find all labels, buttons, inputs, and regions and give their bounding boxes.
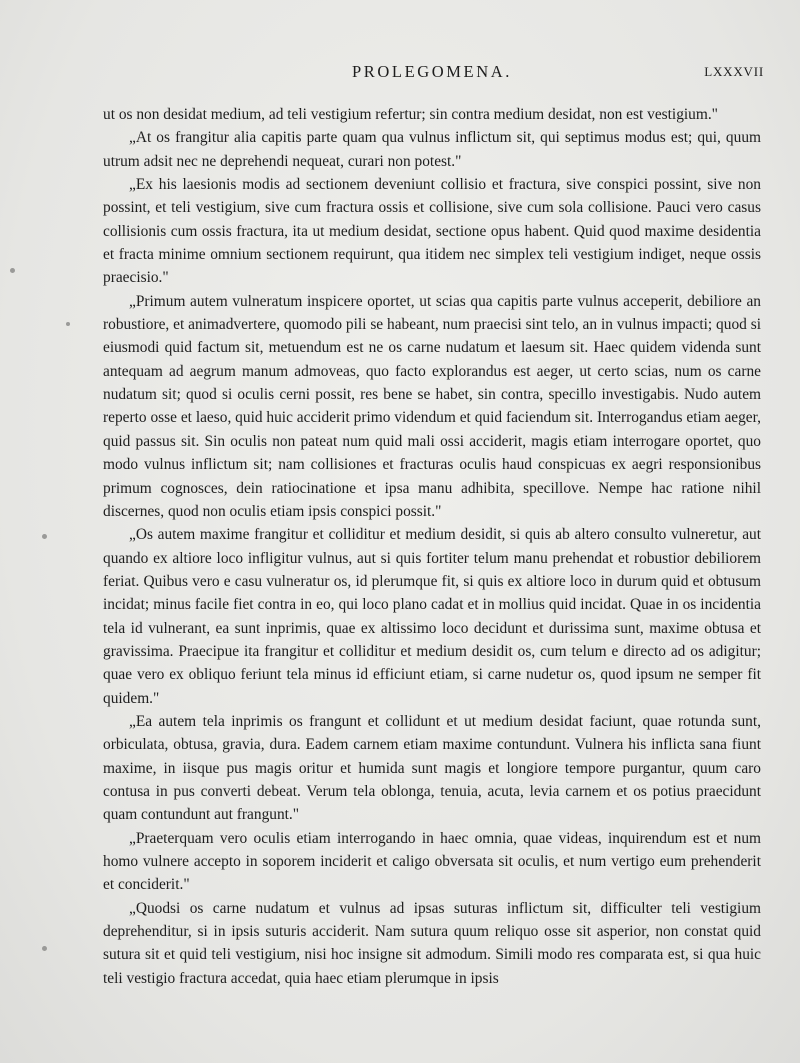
print-speck	[42, 534, 47, 539]
print-speck	[42, 946, 47, 951]
paragraph: ut os non desidat medium, ad teli vestigium refertur; sin contra medium desidat, non est vestigium."	[103, 106, 718, 123]
paragraph: „Praeterquam vero oculis etiam interrogando in haec omnia, quae videas, inquirendum est et num homo vulnere accepto in soporem inciderit et caligo obversata sit oculis, et num vertigo eum prehenderit et conciderit."	[103, 829, 761, 894]
paragraph: „Os autem maxime frangitur et colliditur et medium desidit, si quis ab altero consulto vulneretur, aut quando ex altiore loco infligitur vulnus, aut si quis fortiter telum manu prehendat et robustior debiliorem feriat. Quibus vero e casu vulneratur os, id plerumque fit, si quis ex altiore loco in durum quid et obtusum incidat; minus facile fiet contra in eo, qui loco plano cadat et in mollius quid incidat. Quae in os incidentia tela id vulnerant, ea sunt inprimis, quae ex altissimo loco decidunt et durissima sunt, maxime obtusa et gravissima. Praecipue ita frangitur et colliditur et medium desidit os, cum telum e directo ad os adigitur; quae vero ex obliquo feriunt tela minus id efficiunt etiam, si carne nudetur os, quod ipsum ne semper fit quidem."	[103, 526, 761, 707]
paragraph: „Primum autem vulneratum inspicere oportet, ut scias qua capitis parte vulnus acceperit, debiliore an robustiore, et animadvertere, quomodo pili se habeant, num praecisi sint telo, an in vulnus impacti; quod si eiusmodi quid factum sit, metuendum est ne os carne nudatum et laesum sit. Haec quidem videnda sunt antequam ad aegrum manum admoveas, quo facto explorandus est aeger, ut certo scias, num os carne nudatum sit; quod si oculis cerni possit, res bene se habet, sin contra, specillo investigabis. Nudo autem reperto osse et laeso, quid huic acciderit primo videndum et quid faciendum sit. Interrogandus etiam aeger, quid passus sit. Sin oculis non pateat num quid mali ossi acciderit, magis etiam interrogare oportet, quo modo vulnus inflictum sit; nam collisiones et fracturas oculis haud conspicuas ex aegri responsionibus primum cognosces, dein ratiocinatione et ipsa manu adhibita, specillove. Nempe hac ratione nihil discernes, quod non oculis etiam ipsis conspici possit."	[103, 292, 761, 520]
page-number: LXXXVII	[704, 64, 764, 79]
body-text	[103, 103, 761, 990]
paragraph: „Ea autem tela inprimis os frangunt et collidunt et ut medium desidat faciunt, quae rotunda sunt, orbiculata, obtusa, gravia, dura. Eadem carnem etiam maxime contundunt. Vulnera his inflicta sana fiunt maxime, in iisque pus magis oritur et humida sunt magis et longiore tempore purgantur, quum caro contusa in pus converti debeat. Verum tela oblonga, tenuia, acuta, levia carnem et os potius praecidunt quam contundunt aut frangunt."	[103, 712, 761, 824]
paragraph: „Ex his laesionis modis ad sectionem deveniunt collisio et fractura, sive conspici possint, sive non possint, et teli vestigium, sive cum fractura ossis et collisione, sive cum sola collisione. Pauci vero casus collisionis cum ossis fractura, ita ut medium desidat, sectione opus habent. Quid quod maxime desidentia et fracta minime omnium sectionem requirunt, qua itidem nec simplex teli vestigium indiget, neque ossis praecisio."	[103, 176, 761, 287]
print-speck	[66, 322, 70, 326]
page-header	[100, 62, 764, 84]
running-title: PROLEGOMENA.	[352, 62, 512, 81]
print-speck	[10, 268, 15, 273]
paragraph: „At os frangitur alia capitis parte quam qua vulnus inflictum sit, qui septimus modus est; qui, quum utrum adsit nec ne deprehendi nequeat, curari non potest."	[103, 129, 761, 170]
paragraph: „Quodsi os carne nudatum et vulnus ad ipsas suturas inflictum sit, difficulter teli vestigium deprehenditur, si in ipsis suturis acciderit. Nam sutura quum reliquo osse sit asperior, non constat quid sutura sit et quid teli vestigium, nisi hoc insigne sit admodum. Simili modo res comparata est, si qua huic teli vestigio fractura accedat, quia haec etiam plerumque in ipsis	[103, 899, 761, 987]
